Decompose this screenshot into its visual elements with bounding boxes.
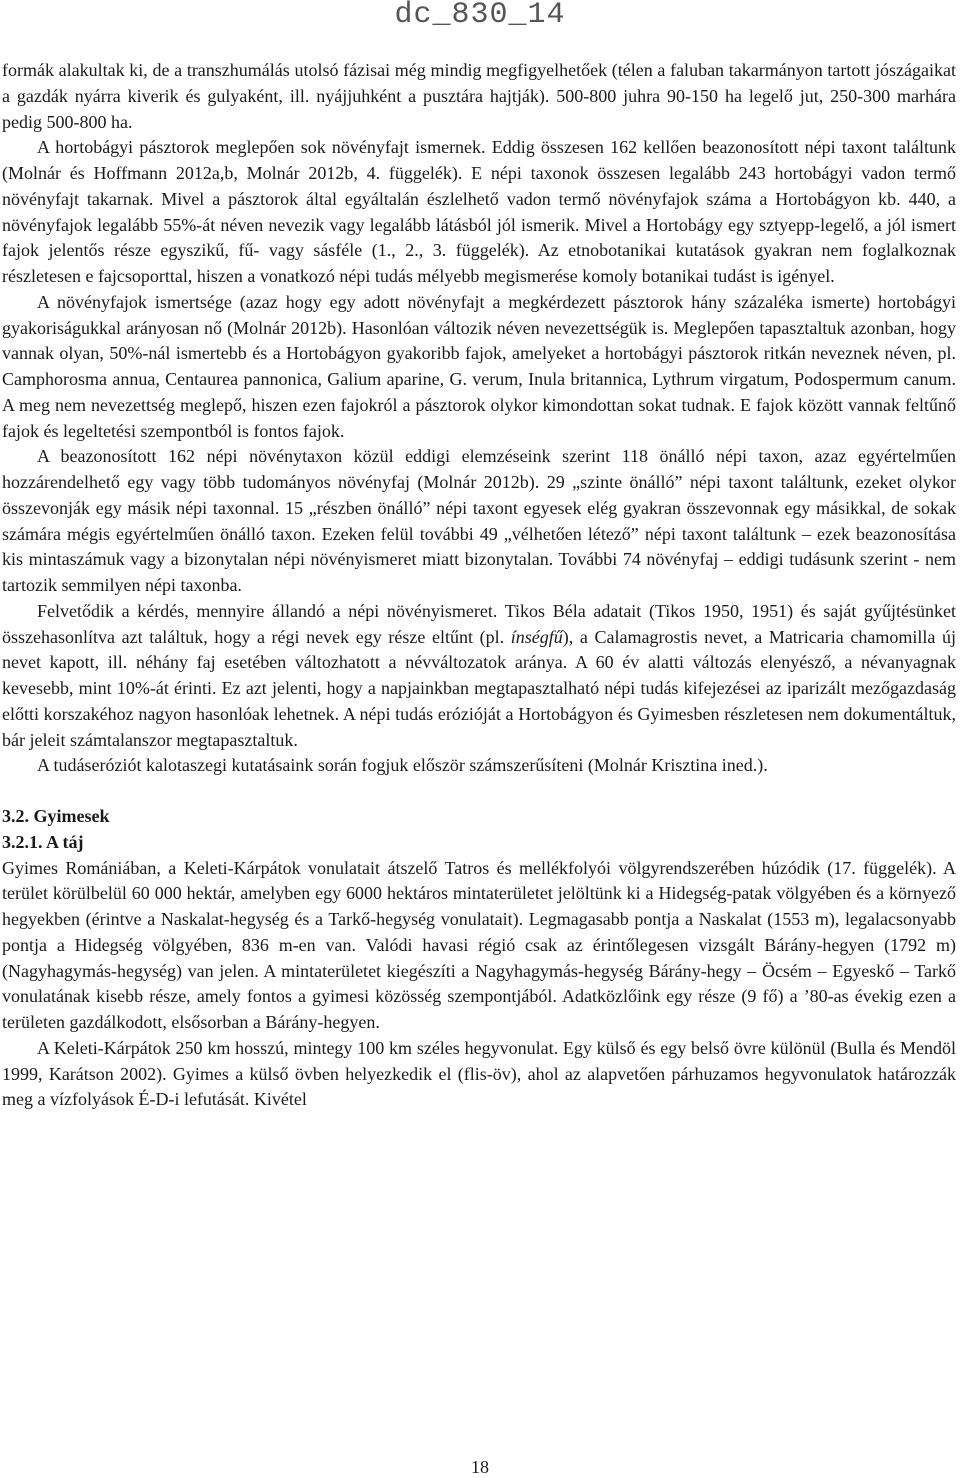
section-heading: 3.2. Gyimesek: [2, 806, 110, 826]
page-number: 18: [471, 1457, 489, 1477]
paragraph: A beazonosított 162 népi növénytaxon közül eddigi elemzéseink szerint 118 önálló népi taxon, azaz egyértelműen hozzárendelhető egy vagy több tudományos növényfaj (Molnár 2012b). 29 „szinte önálló” népi taxont találtunk, ezeket olykor összevonják egy másik népi taxonnal. 15 „részben önálló” népi taxont egyesek elég gyakran összevonnak egy másikkal, de sokak számára mégis egyértelműen önálló taxon. Ezeken felül további 49 „vélhetően létező” népi taxont találtunk – ezek beazonosítása kis mintaszámuk vagy a bizonytalan népi növényismeret miatt bizonytalan. További 74 növényfaj – eddigi tudásunk szerint - nem tartozik semmilyen népi taxonba.: [2, 446, 956, 595]
paragraph: A hortobágyi pásztorok meglepően sok növényfajt ismernek. Eddig összesen 162 kellően beazonosított népi taxont találtunk (Molnár és Hoffmann 2012a,b, Molnár 2012b, 4. függelék). E népi taxonok összesen legalább 243 hortobágyi vadon termő növényfajt takarnak. Mivel a pásztorok által egyáltalán észlelhető vadon termő növényfajok száma a Hortobágyon kb. 440, a növényfajok legalább 55%-át néven nevezik vagy legalább látásból jól ismerik. Mivel a Hortobágy egy sztyepp-legelő, a jól ismert fajok jelentős része egyszikű, fű- vagy sásféle (1., 2., 3. függelék). Az etnobotanikai kutatások gyakran nem foglalkoznak részletesen e fajcsoporttal, hiszen a vonatkozó népi tudás mélyebb megismerése komoly botanikai tudást is igényel.: [2, 137, 956, 286]
paragraph-text: Felvetődik a kérdés, mennyire állandó a népi növényismeret. Tikos Béla adatait (Tikos 1950, 1951) és saját gyűjtésünket összehasonlítva azt találtuk, hogy a régi nevek egy része eltűnt (pl.: [2, 600, 956, 647]
body-text: [2, 58, 956, 1113]
paragraph-text: ), a Calamagrostis nevet, a Matricaria chamomilla új nevet kapott, ill. néhány faj esetében változhatott a névváltozatok aránya. A 60 év alatti változás elenyésző, a névanyagnak kevesebb, mint 10%-át érinti. Ez azt jelenti, hogy a napjainkban megtapasztalható népi tudás kifejezései az iparizált mezőgazdaság előtti korszakéhoz nagyon hasonlóak lehetnek. A népi tudás erózióját a Hortobágyon és Gyimesben részletesen nem dokumentáltuk, bár jeleit számtalanszor megtapasztaltuk.: [2, 626, 956, 750]
document-id-stamp: dc_830_14: [394, 0, 566, 32]
paragraph: Gyimes Romániában, a Keleti-Kárpátok vonulatait átszelő Tatros és mellékfolyói völgyrendszerében húzódik (17. függelék). A terület körülbelül 60 000 hektár, amelyben egy 6000 hektáros mintaterületet jelöltünk ki a Hidegség-patak völgyében és a környező hegyekben (érintve a Naskalat-hegység és a Tarkő-hegység vonulatait). Legmagasabb pontja a Naskalat (1553 m), legalacsonyabb pontja a Hidegség völgyében, 836 m-en van. Valódi havasi régió csak az érintőlegesen vizsgált Bárány-hegyen (1792 m) (Nagyhagymás-hegység) van jelen. A mintaterületet kiegészíti a Nagyhagymás-hegység Bárány-hegy – Öcsém – Egyeskő – Tarkő vonulatának kisebb része, amely fontos a gyimesi közösség szempontjából. Adatközlőink egy része (9 fő) a ’80-as évekig ezen a területen gazdálkodott, elsősorban a Bárány-hegyen.: [2, 857, 956, 1032]
paragraph: A tudáseróziót kalotaszegi kutatásaink során fogjuk először számszerűsíteni (Molnár Krisztina ined.).: [37, 755, 768, 776]
paragraph: formák alakultak ki, de a transzhumálás utolsó fázisai még mindig megfigyelhetőek (télen a faluban takarmányon tartott jószágaikat a gazdák nyárra kiverik és gulyaként, ill. nyájjuhként a pusztára hajtják). 500-800 juhra 90-150 ha legelő jut, 250-300 marhára pedig 500-800 ha.: [2, 60, 956, 132]
subsection-heading: 3.2.1. A táj: [2, 831, 84, 852]
paragraph: A növényfajok ismertsége (azaz hogy egy adott növényfajt a megkérdezett pásztorok hány százaléka ismerte) hortobágyi gyakoriságukkal arányosan nő (Molnár 2012b). Hasonlóan változik néven nevezettségük is. Meglepően tapasztaltuk azonban, hogy vannak olyan, 50%-nál ismertebb és a Hortobágyon gyakoribb fajok, amelyeket a hortobágyi pásztorok ritkán neveznek néven, pl. Camphorosma annua, Centaurea pannonica, Galium aparine, G. verum, Inula britannica, Lythrum virgatum, Podospermum canum. A meg nem nevezettség meglepő, hiszen ezen fajokról a pásztorok olykor kimondottan sokat tudnak. E fajok között vannak feltűnő fajok és legeltetési szempontból is fontos fajok.: [2, 291, 956, 441]
italic-plant-name: ínségfű: [510, 626, 563, 647]
paragraph: [2, 599, 956, 754]
paragraph: A Keleti-Kárpátok 250 km hosszú, mintegy 100 km széles hegyvonulat. Egy külső és egy belső övre különül (Bulla és Mendöl 1999, Karátson 2002). Gyimes a külső övben helyezkedik el (flis-öv), ahol az alapvetően párhuzamos hegyvonulatok határozzák meg a vízfolyások É-D-i lefutását. Kivétel: [2, 1037, 956, 1110]
